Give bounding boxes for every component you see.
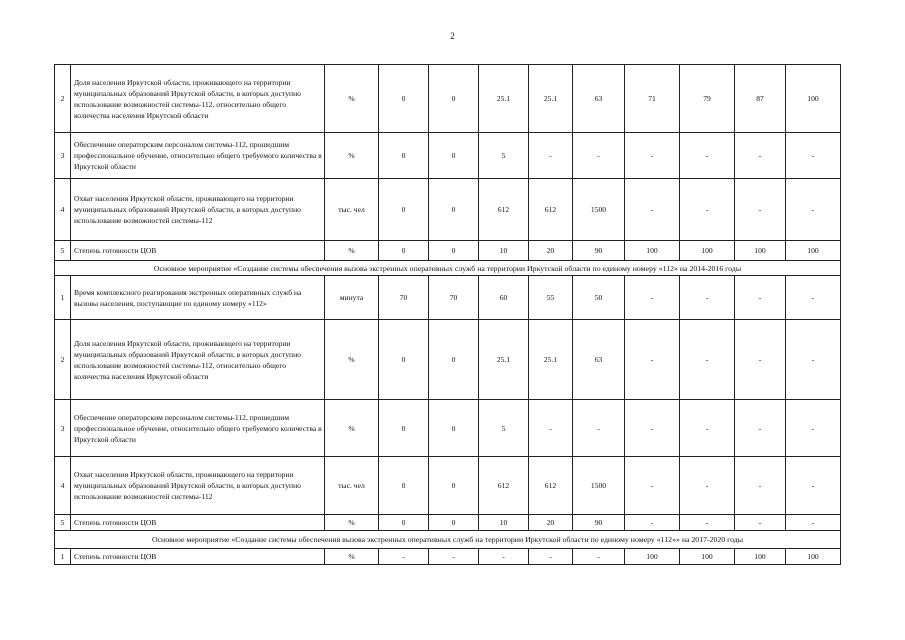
row-number: 1 <box>55 276 71 320</box>
value-cell: - <box>786 179 841 241</box>
value-cell: - <box>625 320 680 400</box>
section-heading-row <box>55 531 841 549</box>
row-number: 4 <box>55 457 71 515</box>
value-cell: - <box>680 276 735 320</box>
value-cell: - <box>680 457 735 515</box>
value-cell: - <box>680 133 735 179</box>
unit-cell: минута <box>325 276 379 320</box>
value-cell: 90 <box>573 241 625 261</box>
value-cell: 79 <box>680 65 735 133</box>
value-cell: 55 <box>529 276 573 320</box>
table-row <box>55 241 841 261</box>
value-cell: - <box>786 133 841 179</box>
table-row <box>55 276 841 320</box>
value-cell: 25.1 <box>479 320 529 400</box>
value-cell: - <box>786 320 841 400</box>
table-row <box>55 320 841 400</box>
value-cell: - <box>735 320 786 400</box>
value-cell: 0 <box>379 65 429 133</box>
value-cell: 0 <box>379 133 429 179</box>
value-cell: - <box>680 179 735 241</box>
value-cell: 0 <box>429 241 479 261</box>
value-cell: 0 <box>429 457 479 515</box>
unit-cell: % <box>325 320 379 400</box>
unit-cell: % <box>325 65 379 133</box>
value-cell: 0 <box>379 457 429 515</box>
value-cell: 0 <box>429 65 479 133</box>
value-cell: 0 <box>379 320 429 400</box>
row-number: 1 <box>55 549 71 565</box>
value-cell: 60 <box>479 276 529 320</box>
value-cell: - <box>786 276 841 320</box>
indicator-name: Доля населения Иркутской области, проживающего на территории муниципальных образований Иркутской области, в которых доступно использование возможностей системы-112, относительно общего количества населения Иркутской области <box>71 320 325 400</box>
value-cell: 612 <box>529 457 573 515</box>
value-cell: - <box>573 549 625 565</box>
value-cell: 100 <box>786 65 841 133</box>
value-cell: - <box>735 133 786 179</box>
value-cell: 0 <box>429 133 479 179</box>
value-cell: 5 <box>479 133 529 179</box>
row-number: 4 <box>55 179 71 241</box>
value-cell: 1500 <box>573 179 625 241</box>
table-row <box>55 457 841 515</box>
value-cell: 100 <box>786 241 841 261</box>
value-cell: 100 <box>680 241 735 261</box>
table-row <box>55 549 841 565</box>
indicators-table <box>54 64 841 565</box>
indicator-name: Время комплексного реагирования экстренных оперативных служб на вызовы населения, поступающие по единому номеру «112» <box>71 276 325 320</box>
value-cell: 87 <box>735 65 786 133</box>
value-cell: - <box>625 276 680 320</box>
value-cell: - <box>735 179 786 241</box>
value-cell: 0 <box>379 515 429 531</box>
value-cell: - <box>429 549 479 565</box>
value-cell: 0 <box>429 320 479 400</box>
value-cell: - <box>735 515 786 531</box>
value-cell: 20 <box>529 515 573 531</box>
row-number: 5 <box>55 241 71 261</box>
value-cell: 0 <box>429 179 479 241</box>
table-row <box>55 65 841 133</box>
value-cell: - <box>625 133 680 179</box>
indicator-name: Обеспечение операторским персоналом системы-112, прошедшим профессиональное обучение, относительно общего требуемого количества в Иркутской области <box>71 400 325 457</box>
row-number: 3 <box>55 400 71 457</box>
value-cell: 100 <box>625 241 680 261</box>
value-cell: 63 <box>573 65 625 133</box>
value-cell: - <box>735 400 786 457</box>
value-cell: 10 <box>479 515 529 531</box>
table-body <box>55 65 841 565</box>
value-cell: 1500 <box>573 457 625 515</box>
indicator-name: Охват населения Иркутской области, проживающего на территории муниципальных образований Иркутской области, в которых доступно использование возможностей системы-112 <box>71 457 325 515</box>
value-cell: 10 <box>479 241 529 261</box>
indicator-name: Степень готовности ЦОВ <box>71 241 325 261</box>
value-cell: - <box>529 133 573 179</box>
value-cell: - <box>680 515 735 531</box>
value-cell: 90 <box>573 515 625 531</box>
page-number: 2 <box>450 31 455 41</box>
value-cell: - <box>735 276 786 320</box>
value-cell: - <box>573 400 625 457</box>
value-cell: - <box>625 179 680 241</box>
value-cell: - <box>625 457 680 515</box>
value-cell: 70 <box>379 276 429 320</box>
unit-cell: % <box>325 400 379 457</box>
value-cell: 0 <box>379 400 429 457</box>
value-cell: 0 <box>429 400 479 457</box>
value-cell: 100 <box>786 549 841 565</box>
unit-cell: тыс. чел <box>325 179 379 241</box>
value-cell: - <box>786 400 841 457</box>
value-cell: 25.1 <box>529 65 573 133</box>
row-number: 5 <box>55 515 71 531</box>
table-row <box>55 400 841 457</box>
value-cell: 100 <box>680 549 735 565</box>
value-cell: - <box>379 549 429 565</box>
value-cell: - <box>479 549 529 565</box>
value-cell: 0 <box>429 515 479 531</box>
value-cell: 5 <box>479 400 529 457</box>
value-cell: 612 <box>479 179 529 241</box>
table-row <box>55 179 841 241</box>
value-cell: - <box>680 400 735 457</box>
value-cell: - <box>529 549 573 565</box>
indicator-name: Доля населения Иркутской области, проживающего на территории муниципальных образований Иркутской области, в которых доступно использование возможностей системы-112, относительно общего количества населения Иркутской области <box>71 65 325 133</box>
value-cell: 100 <box>735 241 786 261</box>
value-cell: 25.1 <box>479 65 529 133</box>
row-number: 3 <box>55 133 71 179</box>
unit-cell: % <box>325 549 379 565</box>
indicator-name: Обеспечение операторским персоналом системы-112, прошедшим профессиональное обучение, относительно общего требуемого количества в Иркутской области <box>71 133 325 179</box>
unit-cell: % <box>325 515 379 531</box>
indicator-name: Охват населения Иркутской области, проживающего на территории муниципальных образований Иркутской области, в которых доступно использование возможностей системы-112 <box>71 179 325 241</box>
indicator-name: Степень готовности ЦОВ <box>71 515 325 531</box>
row-number: 2 <box>55 65 71 133</box>
section-heading-row <box>55 261 841 276</box>
value-cell: 100 <box>735 549 786 565</box>
value-cell: 20 <box>529 241 573 261</box>
value-cell: - <box>680 320 735 400</box>
table-row <box>55 515 841 531</box>
value-cell: 71 <box>625 65 680 133</box>
table-row <box>55 133 841 179</box>
value-cell: - <box>625 515 680 531</box>
value-cell: - <box>786 515 841 531</box>
value-cell: 612 <box>479 457 529 515</box>
value-cell: 25.1 <box>529 320 573 400</box>
value-cell: - <box>529 400 573 457</box>
value-cell: 63 <box>573 320 625 400</box>
value-cell: 50 <box>573 276 625 320</box>
unit-cell: тыс. чел <box>325 457 379 515</box>
value-cell: - <box>735 457 786 515</box>
value-cell: 0 <box>379 241 429 261</box>
value-cell: 0 <box>379 179 429 241</box>
value-cell: - <box>573 133 625 179</box>
value-cell: - <box>786 457 841 515</box>
value-cell: - <box>625 400 680 457</box>
indicator-name: Степень готовности ЦОВ <box>71 549 325 565</box>
value-cell: 70 <box>429 276 479 320</box>
row-number: 2 <box>55 320 71 400</box>
unit-cell: % <box>325 241 379 261</box>
section-heading: Основное мероприятие «Создание системы обеспечения вызова экстренных оперативных служб на территории Иркутской области по единому номеру «112» на 2014-2016 годы <box>55 261 841 276</box>
unit-cell: % <box>325 133 379 179</box>
section-heading: Основное мероприятие «Создание системы обеспечения вызова экстренных оперативных служб на территории Иркутской области по единому номеру «112»» на 2017-2020 годы <box>55 531 841 549</box>
value-cell: 100 <box>625 549 680 565</box>
value-cell: 612 <box>529 179 573 241</box>
